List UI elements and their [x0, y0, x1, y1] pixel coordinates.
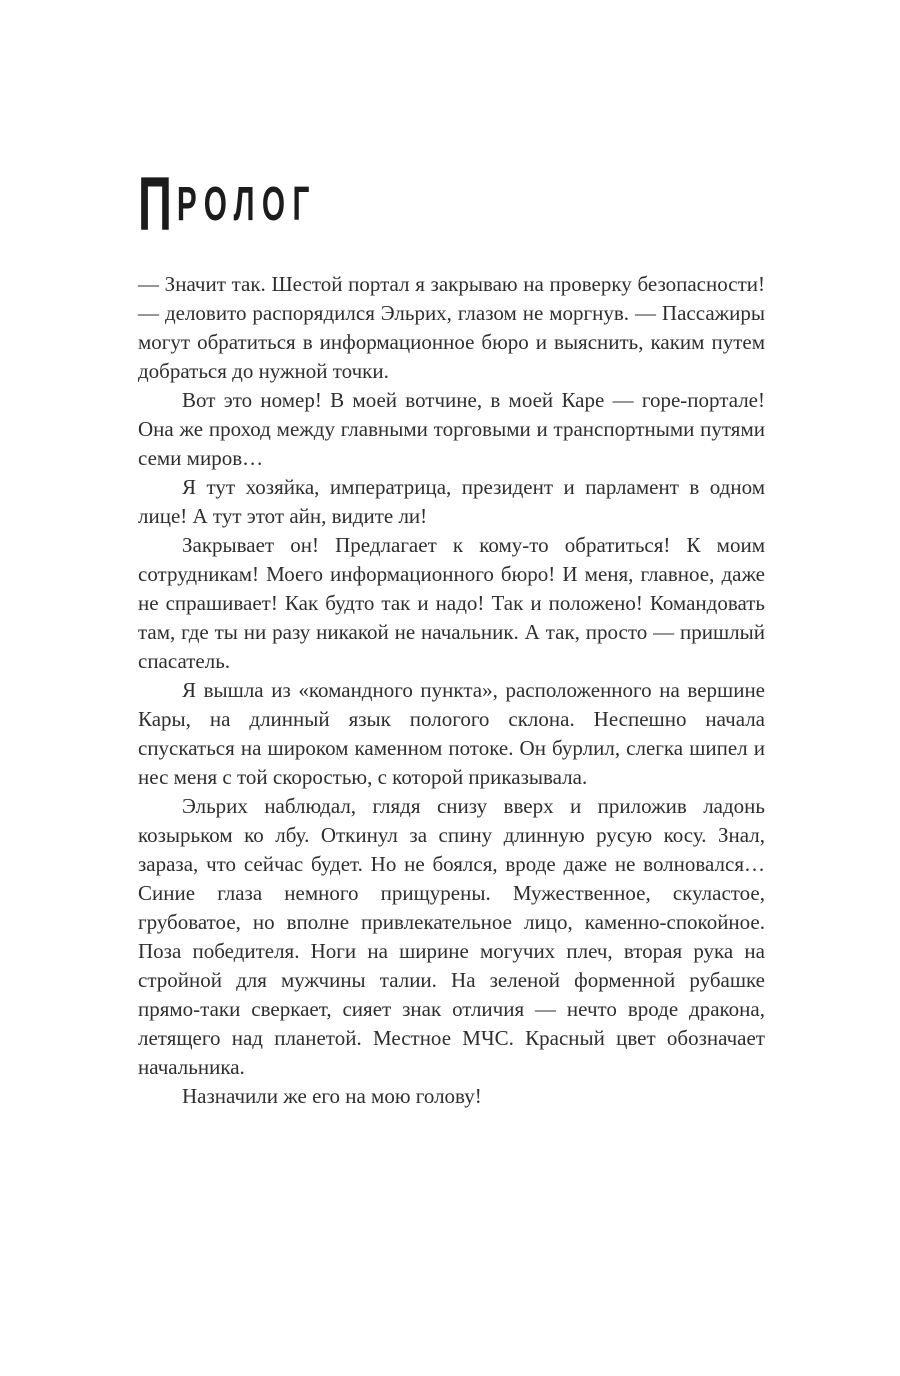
paragraph-3: Я тут хозяйка, императрица, президент и парламент в одном лице! А тут этот айн, видите ли!: [138, 475, 765, 528]
paragraph-7: Назначили же его на мою голову!: [182, 1084, 482, 1108]
paragraph-2: Вот это номер! В моей вотчине, в моей Каре — горе-портале! Она же проход между главными торговыми и транспортными путями семи миров…: [138, 388, 765, 470]
book-page: [0, 162, 900, 1376]
chapter-title-initial: П: [138, 162, 176, 247]
chapter-title-rest: РОЛОГ: [176, 177, 317, 231]
chapter-text: [138, 270, 765, 1111]
paragraph-5: Я вышла из «командного пункта», расположенного на вершине Кары, на длинный язык пологого склона. Неспешно начала спускаться на широком каменном потоке. Он бурлил, слегка шипел и нес меня с той скоростью, с которой приказывала.: [138, 678, 765, 789]
paragraph-6: Эльрих наблюдал, глядя снизу вверх и приложив ладонь козырьком ко лбу. Откинул за спину длинную русую косу. Знал, зараза, что сейчас будет. Но не боялся, вроде даже не волновался… Синие глаза немного прищурены. Мужественное, скуластое, грубоватое, но вполне привлекательное лицо, каменно-спокойное. Поза победителя. Ноги на ширине могучих плеч, вторая рука на стройной для мужчины талии. На зеленой форменной рубашке прямо-таки сверкает, сияет знак отличия — нечто вроде дракона, летящего над планетой. Местное МЧС. Красный цвет обозначает начальника.: [138, 794, 765, 1079]
paragraph-4: Закрывает он! Предлагает к кому-то обратиться! К моим сотрудникам! Моего информационного бюро! И меня, главное, даже не спрашивает! Как будто так и надо! Так и положено! Командовать там, где ты ни разу никакой не начальник. А так, просто — пришлый спасатель.: [138, 533, 765, 673]
chapter-title: [138, 162, 527, 247]
paragraph-1: — Значит так. Шестой портал я закрываю на проверку безопасности! — деловито распорядился Эльрих, глазом не моргнув. — Пассажиры могут обратиться в информационное бюро и выяснить, каким путем добраться до нужной точки.: [138, 272, 765, 383]
